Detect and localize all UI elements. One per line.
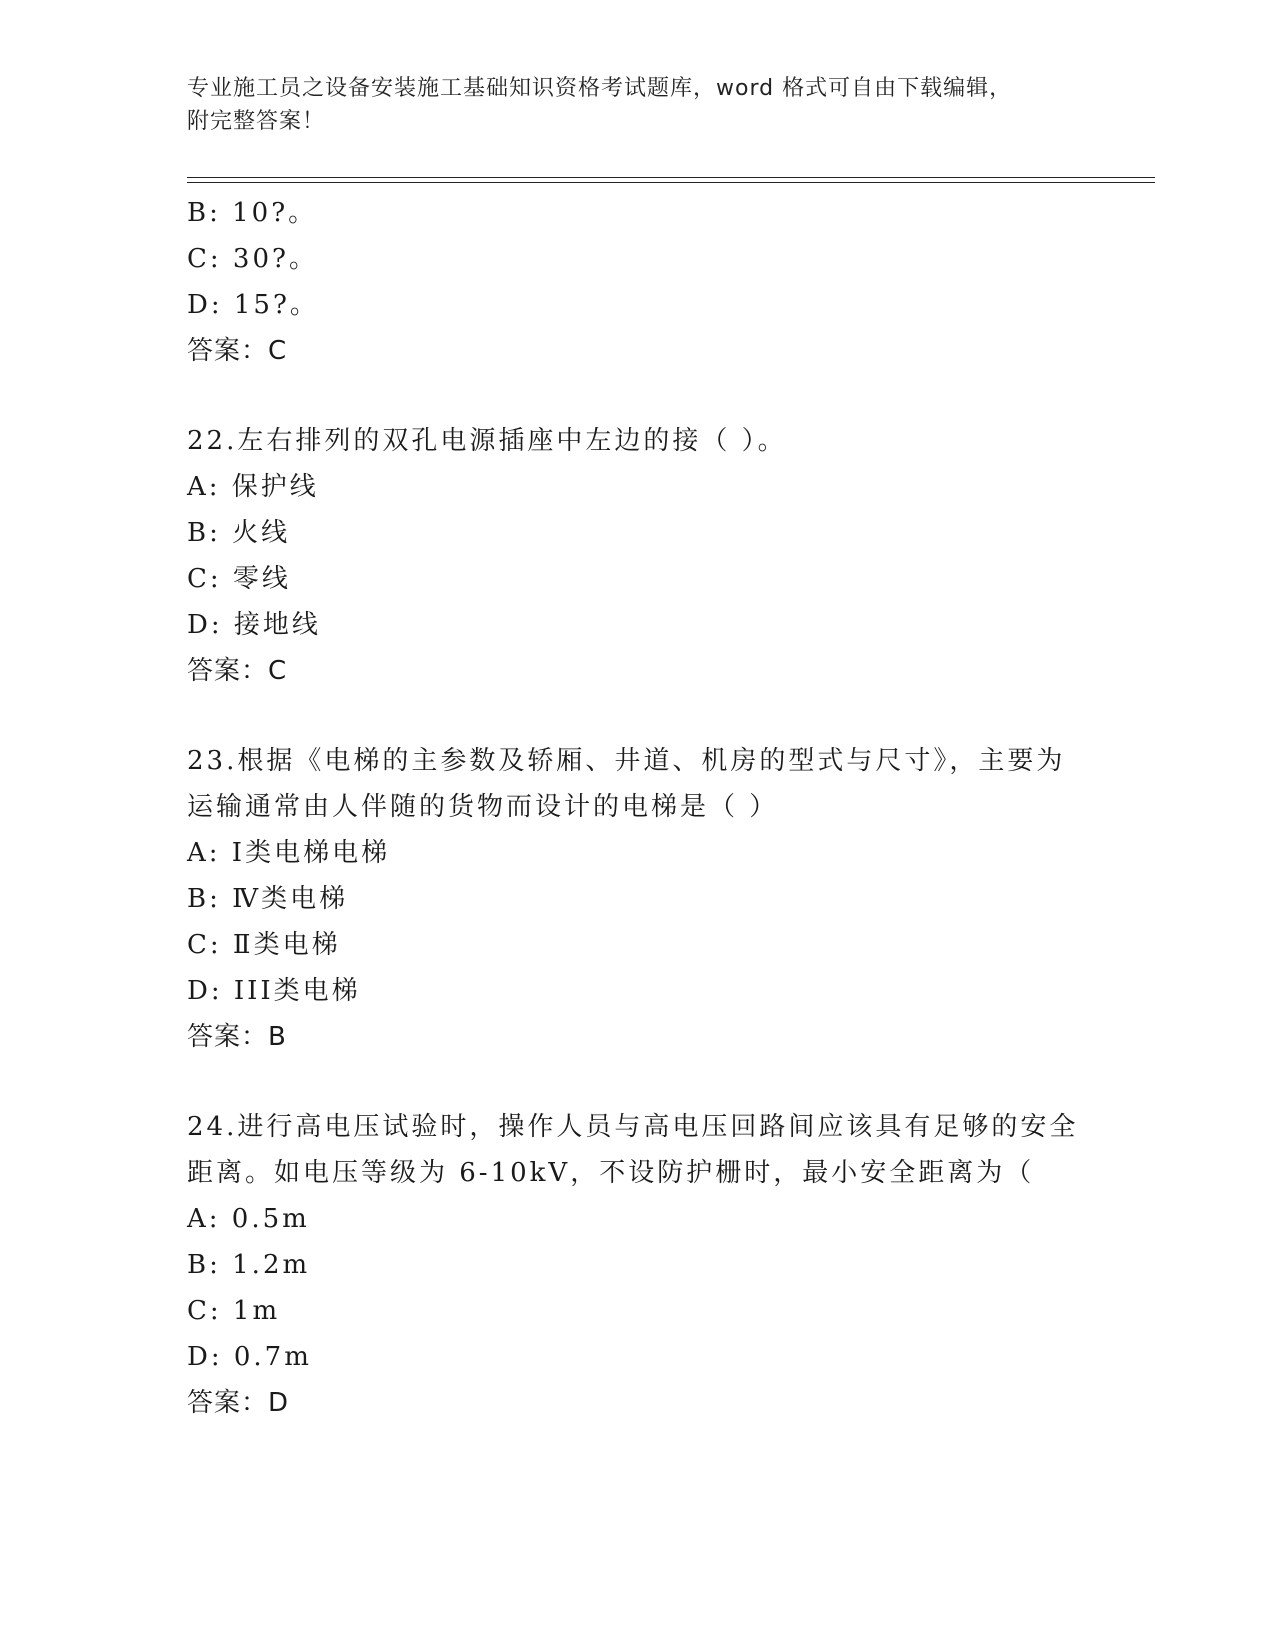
option-d: D: 15?。 [187, 290, 319, 320]
question-text: 23.根据《电梯的主参数及轿厢、井道、机房的型式与尺寸》，主要为 [187, 746, 1066, 776]
option-b: B: Ⅳ类电梯 [187, 884, 349, 914]
answer-label: 答案：B [187, 1022, 287, 1052]
answer-label: 答案：C [187, 656, 288, 686]
answer-label: 答案：C [187, 336, 288, 366]
option-b: B: 1.2m [187, 1250, 311, 1280]
answer-label: 答案：D [187, 1388, 290, 1418]
question-block [187, 738, 1087, 1060]
question-text: 24.进行高电压试验时，操作人员与高电压回路间应该具有足够的安全 [187, 1112, 1079, 1142]
document-header [187, 72, 1087, 138]
question-text-continued: 运输通常由人伴随的货物而设计的电梯是（ ） [187, 792, 779, 822]
header-text-line1: 专业施工员之设备安装施工基础知识资格考试题库，word 格式可自由下载编辑， [187, 76, 1013, 101]
header-divider-bottom [187, 182, 1155, 183]
question-block [187, 1104, 1087, 1426]
question-block [187, 418, 1087, 694]
option-d: D: 接地线 [187, 610, 321, 640]
option-d: D: 0.7m [187, 1342, 312, 1372]
option-a: A: Ⅰ类电梯电梯 [187, 838, 391, 868]
option-a: A: 保护线 [187, 472, 319, 502]
option-b: B: 火线 [187, 518, 291, 548]
question-text: 22.左右排列的双孔电源插座中左边的接（ ）。 [187, 426, 787, 456]
option-c: C: 1m [187, 1296, 281, 1326]
option-c: C: Ⅱ类电梯 [187, 930, 341, 960]
option-b: B: 10?。 [187, 198, 318, 228]
option-c: C: 零线 [187, 564, 291, 594]
header-text-line2: 附完整答案！ [187, 109, 326, 134]
header-divider-top [187, 177, 1155, 178]
option-c: C: 30?。 [187, 244, 318, 274]
option-a: A: 0.5m [187, 1204, 310, 1234]
option-d: D: III类电梯 [187, 976, 361, 1006]
question-list [187, 190, 1087, 1426]
question-block [187, 190, 1087, 374]
question-text-continued: 距离。如电压等级为 6-10kV，不设防护栅时，最小安全距离为（ [187, 1158, 1035, 1188]
